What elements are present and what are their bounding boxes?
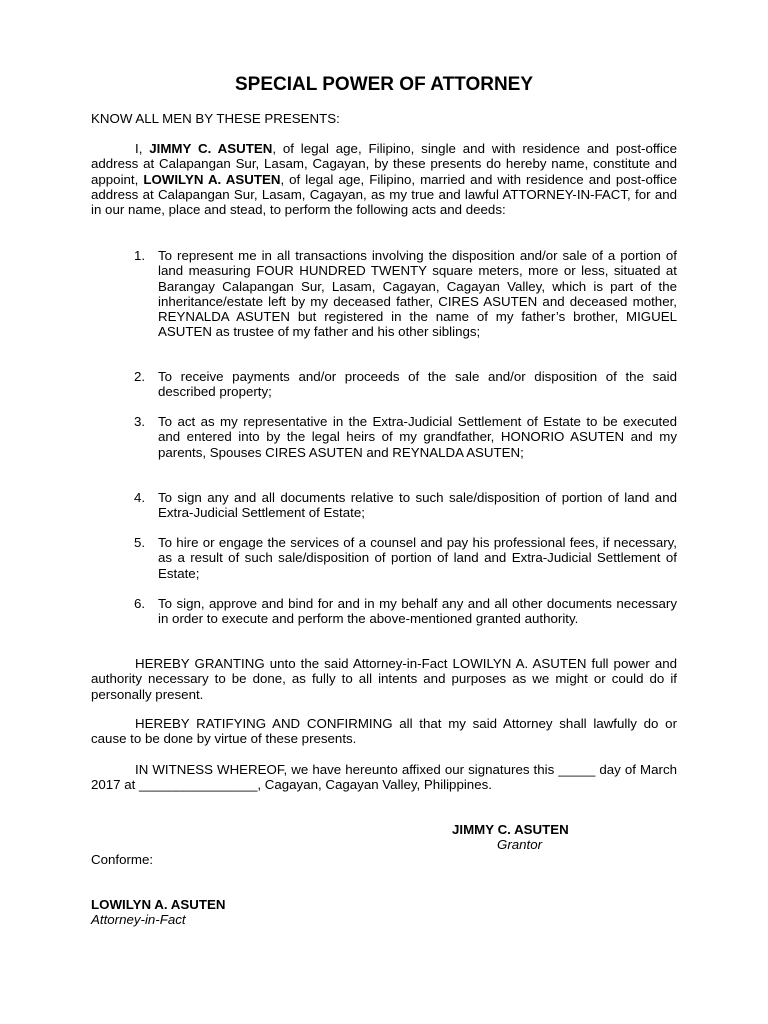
- document-title: SPECIAL POWER OF ATTORNEY: [234, 74, 534, 95]
- attorney-name-inline: LOWILYN A. ASUTEN: [143, 171, 281, 187]
- attorney-signature-role: Attorney-in-Fact: [91, 912, 186, 927]
- list-item-text: To represent me in all transactions involving the disposition and/or sale of a portion of land measuring FOUR HUNDRED TWENTY square meters, more or less, situated at Barangay Calapangan Sur, Lasam, Cagayan, Cagayan Valley, which is part of the inheritance/estate left by my deceased father, CIRES ASUTEN and deceased mother, REYNALDA ASUTEN but registered in the name of my father’s brother, MIGUEL ASUTEN as trustee of my father and his other siblings;: [158, 248, 677, 340]
- ratifying-paragraph: HEREBY RATIFYING AND CONFIRMING all that my said Attorney shall lawfully do or cause to be done by virtue of these presents.: [91, 716, 677, 747]
- intro-text-2: , of legal age, Filipino, single and with residence and post-office address at Calapangan Sur, Lasam, Cagayan, by these presents do hereby name, constitute and appoint,: [91, 141, 677, 187]
- intro-paragraph: [91, 141, 677, 217]
- list-item-number: 2.: [134, 369, 146, 384]
- list-item-text: To act as my representative in the Extra-Judicial Settlement of Estate to be executed and entered into by the legal heirs of my grandfather, HONORIO ASUTEN and my parents, Spouses CIRES ASUTEN and REYNALDA ASUTEN;: [158, 414, 677, 460]
- list-item-text: To receive payments and/or proceeds of the sale and/or disposition of the said described property;: [158, 369, 677, 400]
- grantor-signature-name: JIMMY C. ASUTEN: [452, 822, 569, 837]
- grantor-signature-role: Grantor: [497, 837, 543, 852]
- intro-text-3: , of legal age, Filipino, married and with residence and post-office address at Calapangan Sur, Lasam, Cagayan, as my true and lawful ATTORNEY-IN-FACT, for and in our name, place and stead, to perform the following acts and deeds:: [91, 171, 677, 218]
- list-item-number: 3.: [134, 414, 146, 429]
- list-item-text: To sign any and all documents relative to such sale/disposition of portion of land and Extra-Judicial Settlement of Estate;: [158, 490, 677, 521]
- granting-paragraph: HEREBY GRANTING unto the said Attorney-in-Fact LOWILYN A. ASUTEN full power and authority necessary to be done, as fully to all intents and purposes as we might or could do if personally present.: [91, 656, 677, 702]
- list-item-number: 1.: [134, 248, 146, 263]
- witness-paragraph: IN WITNESS WHEREOF, we have hereunto affixed our signatures this _____ day of March 2017 at ________________, Cagayan, Cagayan Valley, Philippines.: [91, 762, 677, 793]
- opening-line: KNOW ALL MEN BY THESE PRESENTS:: [91, 111, 340, 126]
- list-item-number: 4.: [134, 490, 146, 505]
- list-item-number: 6.: [134, 596, 146, 611]
- attorney-signature-name: LOWILYN A. ASUTEN: [91, 897, 226, 912]
- list-item-text: To sign, approve and bind for and in my behalf any and all other documents necessary in order to execute and perform the above-mentioned granted authority.: [158, 596, 677, 627]
- intro-text-1: I,: [135, 141, 150, 156]
- grantor-name-inline: JIMMY C. ASUTEN: [149, 141, 273, 156]
- list-item-text: To hire or engage the services of a counsel and pay his professional fees, if necessary, as a result of such sale/disposition of portion of land and Extra-Judicial Settlement of Estate;: [158, 535, 677, 581]
- conforme-label: Conforme:: [91, 852, 154, 867]
- list-item-number: 5.: [134, 535, 146, 550]
